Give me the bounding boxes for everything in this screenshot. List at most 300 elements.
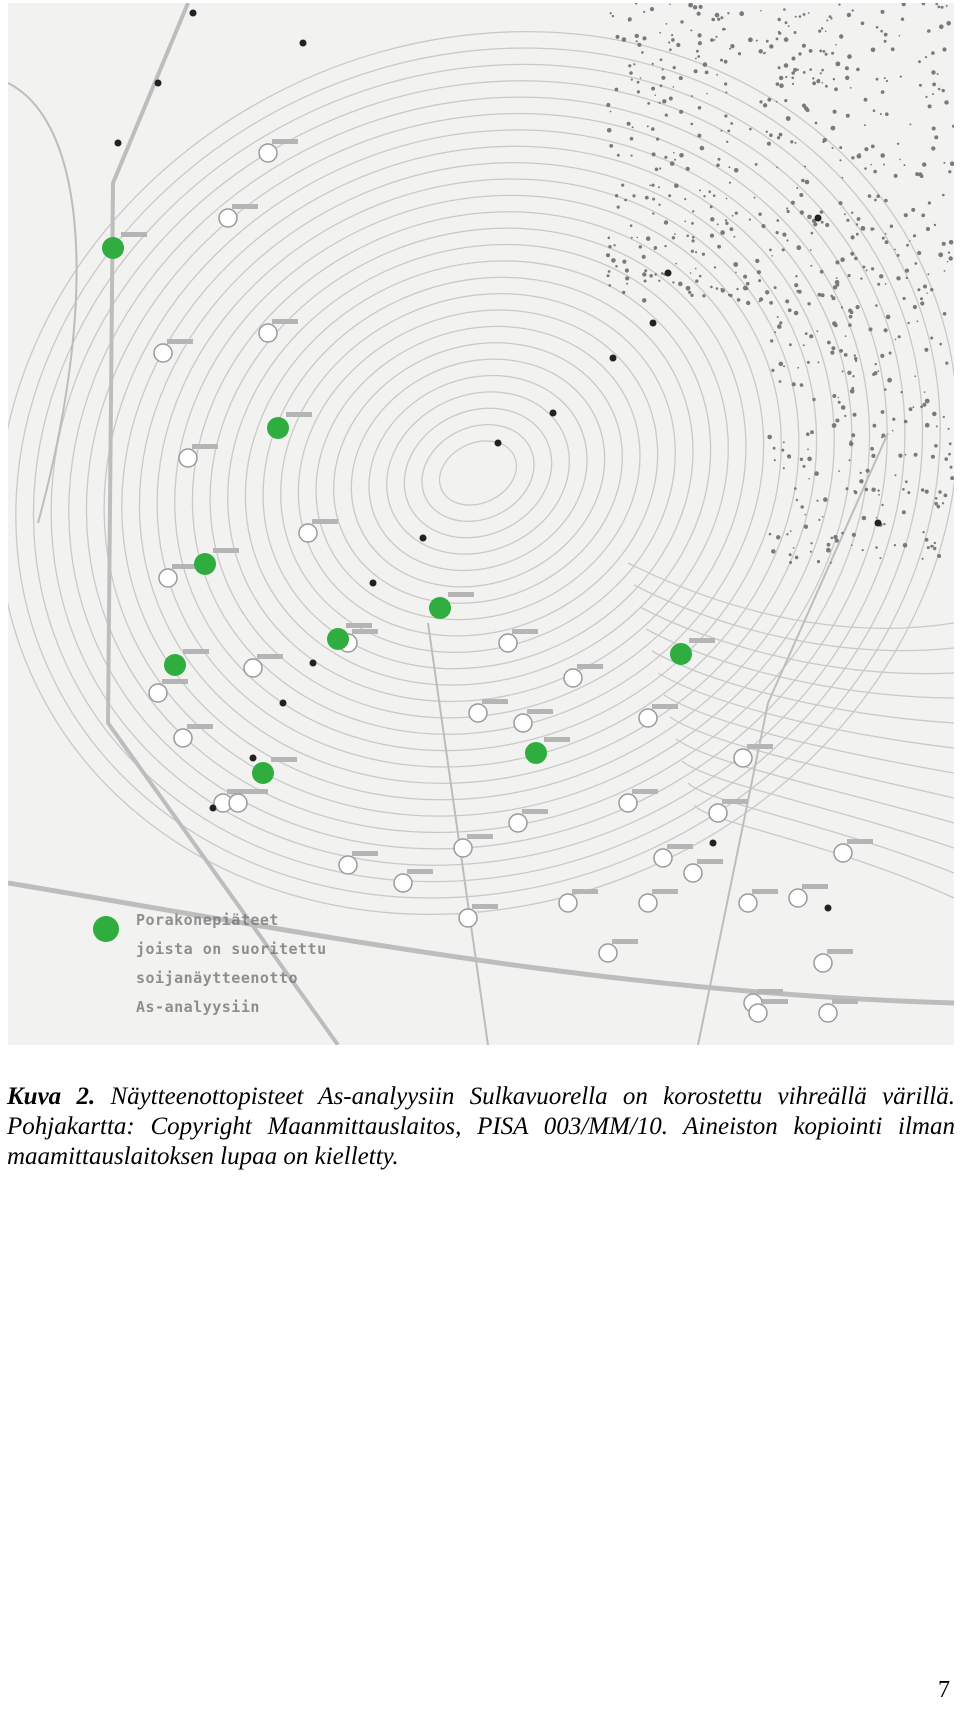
forest-dot xyxy=(786,533,788,535)
forest-dot xyxy=(812,81,816,85)
forest-dot xyxy=(937,73,939,75)
forest-dot xyxy=(816,500,818,502)
forest-dot xyxy=(822,82,824,84)
drill-point-label xyxy=(832,999,858,1004)
sampled-point-label xyxy=(286,412,312,417)
forest-dot xyxy=(894,474,896,476)
forest-dot xyxy=(785,21,788,24)
forest-dot xyxy=(859,479,863,483)
forest-dot xyxy=(802,44,806,48)
forest-dot xyxy=(904,164,906,166)
forest-dot xyxy=(730,227,734,231)
forest-dot xyxy=(686,286,691,291)
forest-dot xyxy=(640,77,642,79)
forest-dot xyxy=(803,344,805,346)
forest-dot xyxy=(846,114,850,118)
forest-dot xyxy=(909,407,913,411)
survey-point xyxy=(300,40,307,47)
forest-dot xyxy=(894,249,896,251)
forest-dot xyxy=(788,308,792,312)
forest-dot xyxy=(866,269,868,271)
forest-dot xyxy=(946,21,951,26)
forest-dot xyxy=(686,235,689,238)
forest-dot xyxy=(876,26,879,29)
forest-dot xyxy=(832,423,837,428)
forest-dot xyxy=(783,441,785,443)
forest-dot xyxy=(758,279,761,282)
forest-dot xyxy=(947,261,949,263)
forest-dot xyxy=(847,13,851,17)
forest-dot xyxy=(852,9,854,11)
forest-dot xyxy=(652,152,656,156)
forest-dot xyxy=(839,349,843,353)
sampled-point-marker xyxy=(102,237,124,259)
forest-dot xyxy=(952,125,954,128)
forest-dot xyxy=(931,455,935,459)
forest-dot xyxy=(760,10,762,12)
forest-dot xyxy=(635,34,639,38)
forest-dot xyxy=(796,187,798,189)
drill-point-label xyxy=(652,704,678,709)
sampled-point-label xyxy=(346,623,372,628)
forest-dot xyxy=(755,163,758,166)
survey-point xyxy=(155,80,162,87)
forest-dot xyxy=(695,268,697,270)
forest-dot xyxy=(924,391,926,393)
drill-point-marker xyxy=(639,709,657,727)
contour-line xyxy=(268,274,689,672)
forest-dot xyxy=(821,69,824,72)
drill-point-marker xyxy=(559,894,577,912)
forest-dot xyxy=(716,164,720,168)
forest-dot xyxy=(836,62,841,67)
drill-point-label xyxy=(232,204,258,209)
forest-dot xyxy=(846,219,849,222)
forest-dot xyxy=(905,269,909,273)
drill-point-marker xyxy=(834,844,852,862)
drill-point-marker xyxy=(814,954,832,972)
forest-dot xyxy=(788,25,790,27)
drill-point-label xyxy=(762,999,788,1004)
forest-dot xyxy=(795,275,797,277)
drill-point-label xyxy=(407,869,433,874)
forest-dot xyxy=(790,140,793,143)
forest-dot xyxy=(787,454,791,458)
forest-dot xyxy=(652,212,654,214)
forest-dot xyxy=(854,491,857,494)
forest-dot xyxy=(613,244,615,246)
legend-line-1: Porakonepiäteet xyxy=(136,911,279,929)
forest-dot xyxy=(805,514,807,516)
forest-dot xyxy=(642,298,647,303)
forest-dot xyxy=(819,50,822,53)
sampled-point-label xyxy=(544,737,570,742)
forest-dot xyxy=(792,83,794,85)
forest-dot xyxy=(702,253,705,256)
drill-point-marker xyxy=(299,524,317,542)
forest-dot xyxy=(754,197,756,199)
forest-dot xyxy=(881,410,885,414)
forest-dot xyxy=(849,315,853,319)
contour-line xyxy=(688,783,954,873)
forest-dot xyxy=(716,287,719,290)
forest-dot xyxy=(833,535,837,539)
forest-dot xyxy=(881,10,885,14)
forest-dot xyxy=(717,18,720,21)
forest-dot xyxy=(622,291,625,294)
forest-dot xyxy=(864,167,867,170)
forest-dot xyxy=(830,295,833,298)
forest-dot xyxy=(852,375,854,377)
forest-dot xyxy=(675,263,677,265)
forest-dot xyxy=(848,323,852,327)
forest-dot xyxy=(739,11,744,16)
forest-dot xyxy=(949,442,952,445)
forest-dot xyxy=(718,158,721,161)
forest-dot xyxy=(949,256,953,260)
forest-dot xyxy=(807,215,812,220)
forest-dot xyxy=(748,37,753,42)
forest-dot xyxy=(668,41,670,43)
forest-dot xyxy=(785,299,789,303)
forest-dot xyxy=(825,85,828,88)
forest-dot xyxy=(679,153,684,158)
forest-dot xyxy=(688,291,691,294)
forest-dot xyxy=(778,66,781,69)
forest-dot xyxy=(674,233,676,235)
forest-dot xyxy=(610,111,612,113)
forest-dot xyxy=(624,199,627,202)
forest-dot xyxy=(818,30,821,33)
forest-dot xyxy=(695,279,698,282)
contour-line xyxy=(634,585,954,651)
legend-line-2: joista on suoritettu xyxy=(136,940,327,958)
topographic-map xyxy=(8,3,954,1045)
forest-dot xyxy=(713,194,716,197)
forest-dot xyxy=(900,76,902,78)
forest-dot xyxy=(698,41,702,45)
forest-dot xyxy=(608,284,611,287)
forest-dot xyxy=(931,51,935,55)
forest-dot xyxy=(894,544,896,546)
forest-dot xyxy=(779,321,782,324)
forest-dot xyxy=(811,232,814,235)
forest-dot xyxy=(839,159,841,161)
forest-dot xyxy=(857,154,862,159)
contour-line xyxy=(8,3,954,1026)
forest-dot xyxy=(721,288,725,292)
forest-dot xyxy=(849,459,851,461)
drill-point-label xyxy=(612,939,638,944)
forest-dot xyxy=(841,306,843,308)
forest-dot xyxy=(847,371,851,375)
forest-dot xyxy=(691,123,694,126)
drill-point-marker xyxy=(509,814,527,832)
forest-dot xyxy=(862,549,864,551)
forest-dot xyxy=(816,79,820,83)
forest-dot xyxy=(809,49,813,53)
forest-dot xyxy=(654,273,657,276)
drill-point-marker xyxy=(499,634,517,652)
contour-line xyxy=(682,761,954,848)
forest-dot xyxy=(695,58,697,60)
forest-dot xyxy=(637,43,641,47)
forest-dot xyxy=(698,106,702,110)
forest-dot xyxy=(921,214,925,218)
forest-dot xyxy=(631,155,633,157)
forest-dot xyxy=(938,252,943,257)
forest-dot xyxy=(884,33,888,37)
forest-dot xyxy=(735,272,737,274)
forest-dot xyxy=(669,48,672,51)
forest-dot xyxy=(942,194,945,197)
forest-dot xyxy=(794,487,797,490)
forest-dot xyxy=(895,339,897,341)
forest-dot xyxy=(607,274,610,277)
forest-dot xyxy=(906,244,909,247)
forest-dot xyxy=(948,170,951,173)
forest-dot xyxy=(812,77,814,79)
forest-dot xyxy=(693,5,697,9)
forest-dot xyxy=(679,76,683,80)
forest-dot xyxy=(763,103,767,107)
forest-dot xyxy=(894,174,898,178)
forest-dot xyxy=(665,114,668,117)
forest-dot xyxy=(642,255,646,259)
forest-dot xyxy=(734,168,739,173)
forest-dot xyxy=(641,51,644,54)
forest-dot xyxy=(669,4,671,6)
forest-dot xyxy=(608,270,611,273)
forest-dot xyxy=(812,398,815,401)
forest-dot xyxy=(844,213,846,215)
forest-dot xyxy=(795,556,799,560)
forest-dot xyxy=(922,403,926,407)
forest-dot xyxy=(785,76,787,78)
forest-dot xyxy=(897,143,899,145)
forest-dot xyxy=(856,223,858,225)
forest-dot xyxy=(800,383,804,387)
forest-dot xyxy=(710,234,714,238)
forest-dot xyxy=(927,546,930,549)
forest-dot xyxy=(922,558,924,560)
forest-dot xyxy=(691,95,693,97)
forest-dot xyxy=(845,66,849,70)
forest-dot xyxy=(769,44,773,48)
forest-dot xyxy=(865,488,869,492)
forest-dot xyxy=(822,516,824,518)
drill-point-marker xyxy=(639,894,657,912)
forest-dot xyxy=(658,280,660,282)
forest-dot xyxy=(807,448,809,450)
forest-dot xyxy=(786,207,788,209)
forest-dot xyxy=(710,38,714,42)
forest-dot xyxy=(883,164,885,166)
forest-dot xyxy=(674,183,679,188)
drill-point-marker xyxy=(259,144,277,162)
forest-dot xyxy=(621,184,624,187)
forest-dot xyxy=(729,294,732,297)
forest-dot xyxy=(782,233,786,237)
sampled-point-marker xyxy=(429,597,451,619)
forest-dot xyxy=(917,251,921,255)
forest-dot xyxy=(864,124,866,126)
forest-dot xyxy=(875,546,878,549)
forest-dot xyxy=(792,57,796,61)
drill-point-label xyxy=(827,949,853,954)
forest-dot xyxy=(698,33,702,37)
forest-dot xyxy=(749,219,751,221)
contour-line xyxy=(337,340,619,605)
drill-point-marker xyxy=(789,889,807,907)
forest-dot xyxy=(838,397,840,399)
drill-point-label xyxy=(697,859,723,864)
forest-dot xyxy=(789,561,792,564)
survey-point xyxy=(815,215,822,222)
forest-dot xyxy=(738,52,741,55)
forest-dot xyxy=(622,260,626,264)
forest-dot xyxy=(871,267,874,270)
forest-dot xyxy=(794,283,798,287)
forest-dot xyxy=(796,499,798,501)
forest-dot xyxy=(938,490,941,493)
forest-dot xyxy=(826,19,828,21)
forest-dot xyxy=(901,391,903,393)
contour-line xyxy=(221,230,734,716)
forest-dot xyxy=(631,79,633,81)
survey-point xyxy=(665,270,672,277)
forest-dot xyxy=(730,122,733,125)
forest-dot xyxy=(673,86,675,88)
forest-dot xyxy=(920,301,924,305)
forest-dot xyxy=(651,87,655,91)
forest-dot xyxy=(886,80,888,82)
drill-point-marker xyxy=(179,449,197,467)
forest-dot xyxy=(832,147,834,149)
forest-dot xyxy=(730,44,734,48)
forest-dot xyxy=(905,545,907,547)
forest-dot xyxy=(651,184,654,187)
forest-dot xyxy=(626,283,628,285)
caption-label: Kuva 2. xyxy=(7,1083,96,1110)
forest-dot xyxy=(776,167,778,169)
forest-dot xyxy=(637,81,640,84)
forest-dot xyxy=(810,551,812,553)
forest-dot xyxy=(815,122,818,125)
forest-dot xyxy=(776,535,780,539)
forest-dot xyxy=(856,233,859,236)
drill-point-marker xyxy=(709,804,727,822)
forest-dot xyxy=(852,533,856,537)
forest-dot xyxy=(612,15,614,17)
forest-dot xyxy=(925,96,927,98)
forest-dot xyxy=(917,288,920,291)
forest-dot xyxy=(827,543,831,547)
forest-dot xyxy=(659,102,661,104)
forest-dot xyxy=(839,201,843,205)
forest-dot xyxy=(729,182,731,184)
forest-dot xyxy=(830,562,832,564)
forest-dot xyxy=(880,30,883,33)
forest-dot xyxy=(633,63,635,65)
contour-line xyxy=(37,53,919,893)
forest-dot xyxy=(810,430,814,434)
forest-dot xyxy=(934,135,938,139)
contour-line xyxy=(383,385,573,562)
forest-dot xyxy=(840,257,845,262)
drill-point-label xyxy=(652,889,678,894)
forest-dot xyxy=(874,199,877,202)
forest-dot xyxy=(860,472,862,474)
forest-dot xyxy=(644,280,647,283)
forest-dot xyxy=(806,432,810,436)
forest-dot xyxy=(611,258,616,263)
forest-dot xyxy=(873,170,877,174)
forest-dot xyxy=(934,542,936,544)
forest-dot xyxy=(818,361,820,363)
forest-dot xyxy=(825,223,829,227)
forest-dot xyxy=(660,84,663,87)
forest-dot xyxy=(784,63,789,68)
drill-point-label xyxy=(847,839,873,844)
survey-point xyxy=(190,10,197,17)
drill-point-marker xyxy=(819,1004,837,1022)
forest-dot xyxy=(759,49,763,53)
forest-dot xyxy=(841,532,844,535)
forest-dot xyxy=(794,31,797,34)
forest-dot xyxy=(755,259,759,263)
forest-dot xyxy=(807,361,810,364)
forest-dot xyxy=(902,488,905,491)
drill-point-marker xyxy=(599,944,617,962)
forest-dot xyxy=(920,297,923,300)
forest-dot xyxy=(644,269,647,272)
forest-dot xyxy=(885,240,889,244)
forest-dot xyxy=(796,290,799,293)
survey-point xyxy=(610,355,617,362)
drill-point-label xyxy=(257,654,283,659)
forest-dot xyxy=(823,50,826,53)
forest-dot xyxy=(854,257,858,261)
forest-dot xyxy=(777,316,779,318)
sampled-point-label xyxy=(183,649,209,654)
forest-dot xyxy=(820,72,822,74)
forest-dot xyxy=(905,480,908,483)
forest-dot xyxy=(692,236,695,239)
survey-point xyxy=(115,140,122,147)
drill-point-label xyxy=(752,889,778,894)
forest-dot xyxy=(839,34,843,38)
forest-dot xyxy=(901,18,904,21)
forest-dot xyxy=(795,142,797,144)
forest-dot xyxy=(831,126,836,131)
forest-dot xyxy=(914,453,918,457)
forest-dot xyxy=(622,37,627,42)
legend-line-3: soijanäytteenotto xyxy=(136,969,299,987)
forest-dot xyxy=(743,286,748,291)
forest-dot xyxy=(831,537,834,540)
forest-dot xyxy=(932,83,936,87)
drill-point-marker xyxy=(394,874,412,892)
forest-dot xyxy=(776,101,778,103)
forest-dot xyxy=(778,18,781,21)
forest-dot xyxy=(944,270,946,272)
forest-dot xyxy=(608,245,611,248)
forest-dot xyxy=(931,70,935,74)
drill-point-label xyxy=(667,844,693,849)
forest-dot xyxy=(647,102,650,105)
forest-dot xyxy=(724,60,728,64)
